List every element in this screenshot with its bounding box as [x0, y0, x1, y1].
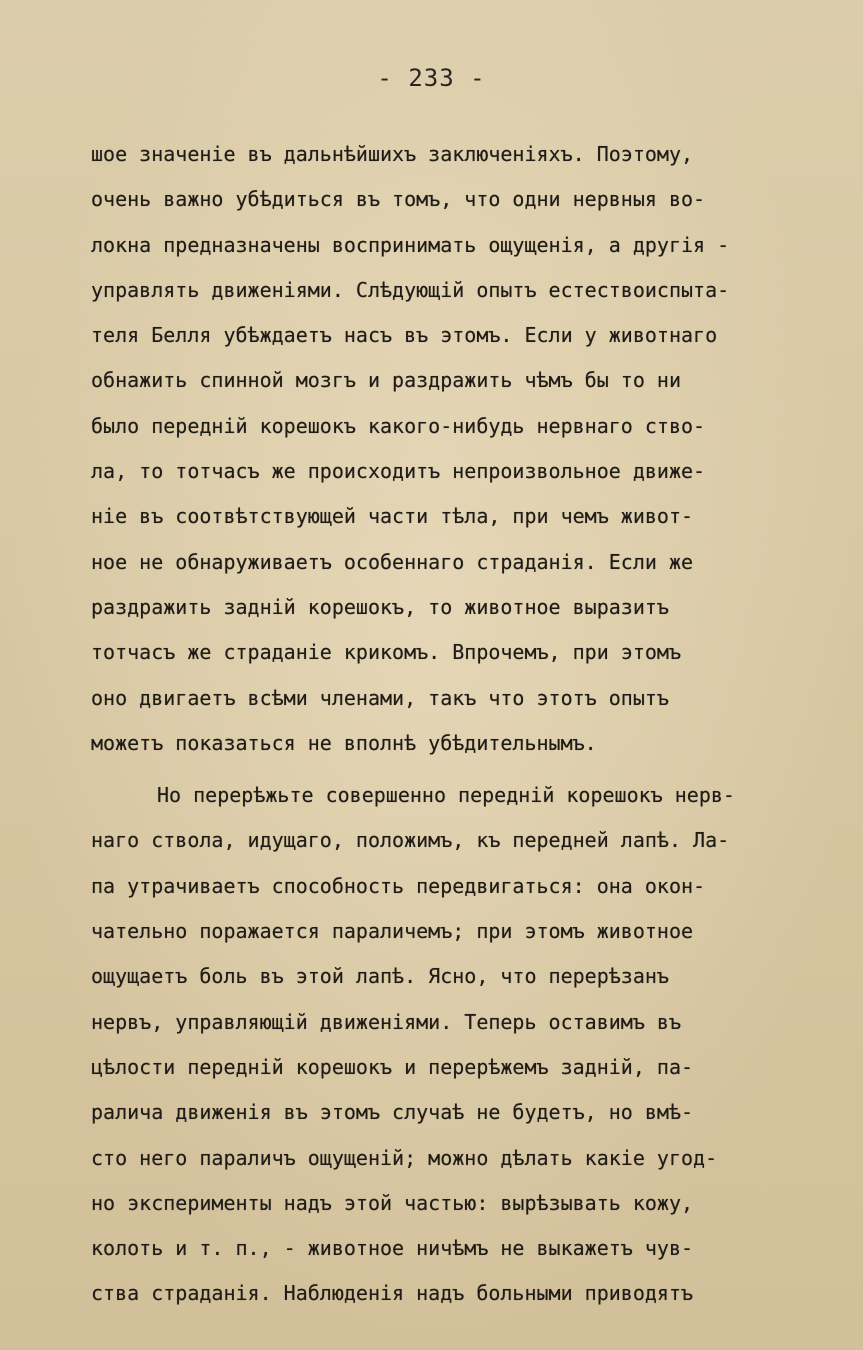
paragraph-1 — [91, 132, 821, 766]
text-line: теля Белля убѣждаетъ насъ въ этомъ. Если у животнаго — [91, 323, 718, 348]
text-line: чательно поражается параличемъ; при этомъ животное — [91, 919, 694, 944]
text-line: можетъ показаться не вполнѣ убѣдительнымъ. — [91, 730, 597, 755]
text-line: очень важно убѣдиться въ томъ, что одни нервныя во- — [91, 187, 706, 212]
text-line: наго ствола, идущаго, положимъ, къ передней лапѣ. Ла- — [91, 828, 730, 853]
text-line: но эксперименты надъ этой частью: вырѣзывать кожу, — [91, 1190, 694, 1215]
text-line: Но перерѣжьте совершенно передній корешокъ нерв- — [157, 783, 735, 808]
text-line: тотчасъ же страданіе крикомъ. Впрочемъ, при этомъ — [91, 640, 682, 665]
paragraph-gap — [91, 766, 821, 773]
text-line: было передній корешокъ какого-нибудь нервнаго ство- — [91, 413, 706, 438]
text-line: ралича движенія въ этомъ случаѣ не будетъ, но вмѣ- — [91, 1100, 694, 1125]
text-line: ніе въ соотвѣтствующей части тѣла, при чемъ живот- — [91, 504, 694, 529]
text-line: ства страданія. Наблюденія надъ больными приводятъ — [91, 1281, 694, 1306]
text-line: ное не обнаруживаетъ особеннаго страданія. Если же — [91, 549, 694, 574]
page-number: - 233 - — [377, 64, 486, 92]
text-line: управлять движеніями. Слѣдующій опытъ естествоиспыта- — [91, 277, 730, 302]
text-line: сто него параличъ ощущеній; можно дѣлать какіе угод- — [91, 1145, 718, 1170]
body-text — [91, 132, 821, 1317]
text-line: ощущаетъ боль въ этой лапѣ. Ясно, что перерѣзанъ — [91, 964, 669, 989]
text-line: оно двигаетъ всѣми членами, такъ что этотъ опытъ — [91, 685, 669, 710]
text-line: цѣлости передній корешокъ и перерѣжемъ задній, па- — [91, 1054, 694, 1079]
text-line: шое значеніе въ дальнѣйшихъ заключеніяхъ. Поэтому, — [91, 142, 694, 166]
text-line: па утрачиваетъ способность передвигаться: она окон- — [91, 873, 706, 898]
text-line: обнажить спинной мозгъ и раздражить чѣмъ бы то ни — [91, 368, 682, 393]
paragraph-2 — [91, 773, 821, 1317]
text-line: раздражить задній корешокъ, то животное выразитъ — [91, 594, 669, 619]
text-line: колоть и т. п., - животное ничѣмъ не выкажетъ чув- — [91, 1236, 694, 1261]
text-line: локна предназначены воспринимать ощущенія, а другія - — [91, 232, 730, 257]
text-line: ла, то тотчасъ же происходитъ непроизвольное движе- — [91, 459, 706, 484]
text-line: нервъ, управляющій движеніями. Теперь оставимъ въ — [91, 1009, 682, 1034]
